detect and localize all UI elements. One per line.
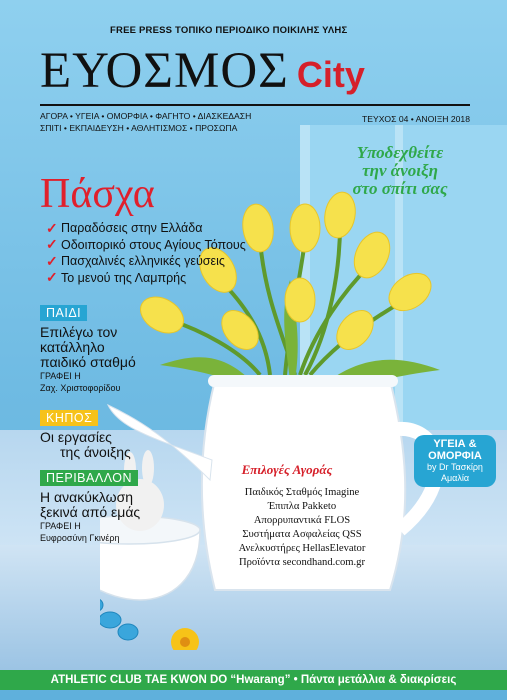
shopping-item: Παιδικός Σταθμός Imagine	[244, 487, 360, 498]
feature-item-label: Το μενού της Λαμπρής	[61, 270, 187, 285]
badge-line2: ΟΜΟΡΦΙΑ	[428, 450, 482, 462]
story-paidi-line2: κατάλληλο	[40, 339, 105, 355]
story-perivallon-author: Ευφροσύνη Γκινέρη	[40, 533, 120, 543]
spring-line2: την άνοιξη	[362, 161, 438, 180]
shopping-item: Ανελκυστήρες HellasElevator	[238, 543, 366, 554]
magazine-title: ΕΥΟΣΜΟΣ	[40, 43, 289, 99]
story-kipos-line1: Οι εργασίες	[40, 429, 112, 445]
spring-headline	[335, 144, 465, 198]
story-paidi-line1: Επιλέγω τον	[40, 324, 118, 340]
section-list-line1: ΑΓΟΡΑ • ΥΓΕΙΑ • ΟΜΟΡΦΙΑ • ΦΑΓΗΤΟ • ΔΙΑΣΚΕΔΑΣΗ	[40, 111, 252, 121]
magazine-title-city: City	[296, 54, 365, 95]
feature-item	[46, 237, 246, 254]
masthead	[40, 42, 470, 104]
bottom-banner: ATHLETIC CLUB TAE KWON DO “Hwarang” • Πάντα μετάλλια & διακρίσεις	[0, 670, 507, 690]
shopping-item: Απορρυπαντικά FLOS	[253, 515, 351, 526]
feature-item	[46, 220, 246, 237]
feature-item-label: Παραδόσεις στην Ελλάδα	[61, 221, 203, 236]
tag-kipos: ΚΗΠΟΣ	[40, 410, 98, 426]
badge-line3: by Dr Τασκίρη	[427, 462, 483, 472]
issue-info: ΤΕΥΧΟΣ 04 • ΑΝΟΙΞΗ 2018	[361, 114, 470, 124]
badge-line1: ΥΓΕΙΑ &	[433, 438, 477, 450]
feature-item	[46, 253, 246, 270]
story-paidi	[40, 325, 136, 394]
feature-list	[46, 220, 246, 286]
checkmark-icon: ✓	[46, 269, 58, 286]
feature-item-label: Πασχαλινές ελληνικές γεύσεις	[61, 254, 225, 269]
shopping-title: Επιλογές Αγοράς	[241, 462, 333, 477]
checkmark-icon: ✓	[46, 219, 58, 236]
story-perivallon	[40, 490, 140, 544]
masthead-rule	[40, 104, 470, 106]
tag-paidi: ΠΑΙΔΙ	[40, 305, 87, 321]
shopping-item: Έπιπλα Pakketo	[267, 501, 337, 512]
feature-title: Πάσχα	[40, 171, 155, 217]
checkmark-icon: ✓	[46, 252, 58, 269]
story-perivallon-line2: ξεκινά από εμάς	[40, 504, 141, 520]
story-perivallon-line1: Η ανακύκλωση	[40, 489, 133, 505]
health-beauty-badge	[414, 435, 496, 487]
story-paidi-author: Ζαχ. Χριστοφορίδου	[40, 383, 121, 393]
story-perivallon-author-label: ΓΡΑΦΕΙ Η	[40, 521, 81, 531]
shopping-item: Προϊόντα secondhand.com.gr	[239, 557, 365, 568]
story-paidi-author-label: ΓΡΑΦΕΙ Η	[40, 371, 81, 381]
feature-item-label: Οδοιπορικό στους Αγίους Τόπους	[61, 237, 246, 252]
yellow-flower	[171, 628, 199, 650]
feature-item	[46, 270, 246, 287]
checkmark-icon: ✓	[46, 236, 58, 253]
story-kipos-line2: της άνοιξης	[60, 444, 131, 460]
tag-perivallon: ΠΕΡΙΒΑΛΛΟΝ	[40, 470, 138, 486]
story-paidi-line3: παιδικό σταθμό	[40, 354, 136, 370]
story-kipos	[40, 430, 131, 460]
shopping-item: Συστήματα Ασφαλείας QSS	[242, 529, 362, 540]
section-list-line2: ΣΠΙΤΙ • ΕΚΠΑΙΔΕΥΣΗ • ΑΘΛΗΤΙΣΜΟΣ • ΠΡΟΣΩΠΑ	[40, 123, 238, 133]
spring-line3: στο σπίτι σας	[352, 179, 448, 198]
tagline: FREE PRESS ΤΟΠΙΚΟ ΠΕΡΙΟΔΙΚΟ ΠΟΙΚΙΛΗΣ ΥΛΗΣ	[110, 25, 348, 36]
spring-line1: Υποδεχθείτε	[356, 143, 444, 162]
badge-line4: Αμαλία	[440, 473, 470, 483]
shopping-list	[222, 486, 382, 570]
section-list	[40, 110, 251, 134]
